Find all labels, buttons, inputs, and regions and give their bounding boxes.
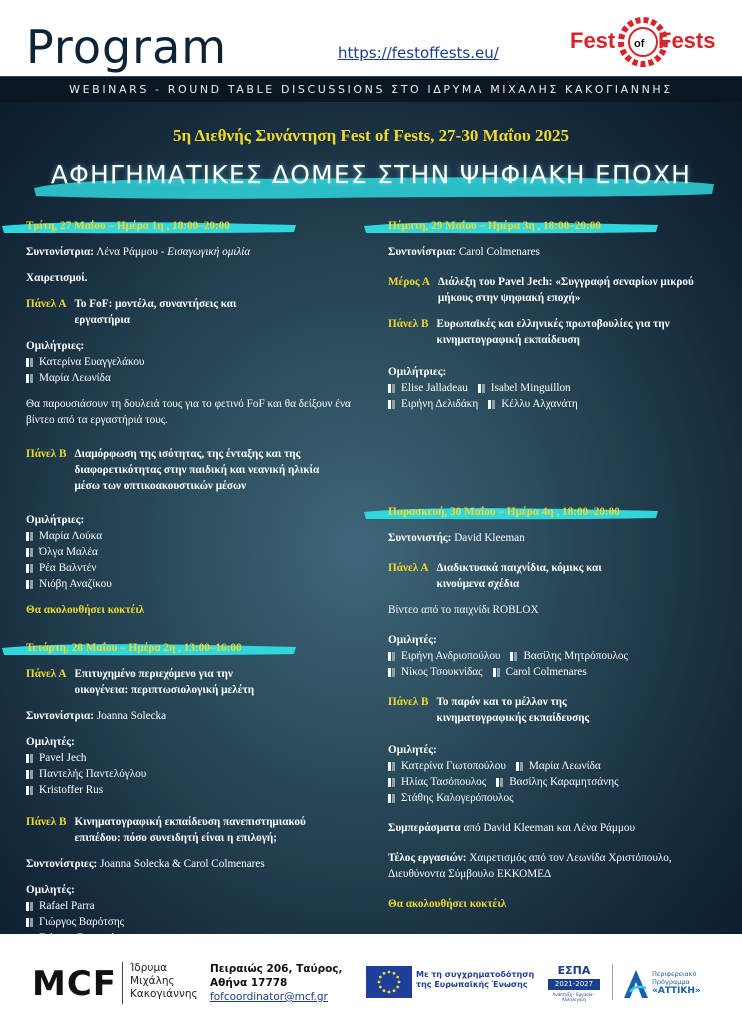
speaker-name: Isabel Minguillon: [490, 382, 571, 394]
fest-of-fests-logo: [566, 14, 720, 72]
logo-text-left: Fest: [570, 28, 616, 53]
espa-logo: [546, 964, 602, 1002]
speaker: [26, 576, 356, 592]
bullet-icon: [26, 564, 33, 573]
bullet-icon: [26, 786, 33, 795]
day1-heading: [26, 218, 356, 238]
event-line: 5η Διεθνής Συνάντηση Fest of Fests, 27-30 Μαΐου 2025: [173, 126, 569, 145]
subtitle: WEBINARS - ROUND TABLE DISCUSSIONS ΣΤΟ ΙΔΡΥΜΑ ΜΙΧΑΛΗΣ ΚΑΚΟΓΙΑΝΝΗΣ: [69, 83, 673, 96]
speaker: [388, 380, 468, 396]
bullet-icon: [388, 762, 395, 771]
panel-tag: Πάνελ Α: [26, 298, 67, 310]
speaker-name: Ειρήνη Ανδριοπούλου: [401, 650, 501, 662]
bullet-icon: [388, 794, 395, 803]
foundation-line: Κακογιάννης: [130, 988, 198, 1000]
speaker: [26, 914, 356, 930]
bullet-icon: [26, 532, 33, 541]
moderator-name: Joanna Solecka: [96, 710, 167, 722]
day4-moderator: [388, 530, 718, 546]
bullet-icon: [496, 778, 503, 787]
panel-tag: Πάνελ Β: [388, 696, 429, 708]
bullet-icon: [516, 762, 523, 771]
speaker: [510, 648, 627, 664]
panel-text: Ευρωπαϊκές και ελληνικές πρωτοβουλίες για την κινηματογραφική εκπαίδευση: [436, 318, 670, 346]
panel-text: Διάλεξη του Pavel Jech: «Συγγραφή σεναρίων μικρού μήκους στην ψηφιακή εποχή»: [437, 276, 694, 304]
bullet-icon: [26, 358, 33, 367]
foundation-line: Μιχάλης: [130, 975, 175, 987]
speakers-label: Ομιλητές:: [26, 884, 75, 896]
speaker: [26, 782, 356, 798]
day4-panel-a: [388, 560, 718, 592]
bullet-icon: [26, 770, 33, 779]
speaker-name: Κατερίνα Ευαγγελάκου: [39, 356, 145, 368]
espa-subtitle: Ανάπτυξη - Εργασία - Αλληλεγγύη: [552, 992, 596, 1002]
speaker-name: Elise Jalladeau: [401, 382, 468, 394]
footer-divider: [612, 964, 613, 1000]
closing-text: Χαιρετισμός από τον Λεωνίδα Χριστόπουλο, Διευθύνοντα Σύμβουλο ΕΚΚΟΜΕΔ: [388, 852, 672, 880]
bullet-icon: [26, 580, 33, 589]
day4-speakers-b: [388, 742, 718, 806]
website-link[interactable]: https://festoffests.eu/: [338, 44, 499, 62]
speaker-pair: [388, 774, 718, 790]
closing-label: Τέλος εργασιών:: [388, 852, 467, 864]
address-line: Αθήνα 17778: [210, 977, 288, 989]
foundation-line: Ίδρυμα: [130, 962, 168, 974]
moderator-label: Συντονίστρια:: [26, 710, 95, 722]
speaker-pair: [388, 648, 718, 664]
speaker: [478, 380, 571, 396]
speaker-name: Βασίλης Μητρόπουλος: [523, 650, 628, 662]
speakers-label: Ομιλήτριες:: [26, 340, 85, 352]
bullet-icon: [388, 384, 395, 393]
panel-tag: Πάνελ Α: [26, 668, 67, 680]
speaker: [388, 774, 486, 790]
panel-text: Κινηματογραφική εκπαίδευση πανεπιστημιακού επιπέδου: πόσο συνειδητή είναι η επιλογή;: [74, 816, 306, 844]
footer: [0, 934, 742, 1024]
panel-tag: Πάνελ Α: [388, 562, 429, 574]
day2-panel-a: [26, 666, 356, 698]
speaker-name: Βασίλης Καραμητσάνης: [509, 776, 619, 788]
panel-tag: Πάνελ Β: [388, 318, 429, 330]
day3-panel-b: [388, 316, 718, 348]
speakers-label: Ομιλητές:: [388, 634, 437, 646]
bullet-icon: [510, 652, 517, 661]
eu-cofunding-text: [416, 970, 534, 990]
page-title: Program: [26, 20, 228, 74]
panel-text: Διαμόρφωση της ισότητας, της ένταξης και της διαφορετικότητας στην παιδική και νεανική ηλικία μέσω των οπτικοακουστικών μέσων: [74, 448, 320, 492]
speaker-name: Ρέα Βαλντέν: [39, 562, 97, 574]
day4-video-note: Βίντεο από το παιχνίδι ROBLOX: [388, 604, 539, 616]
moderator-name: David Kleeman: [454, 532, 525, 544]
speaker-name: Κέλλυ Αλχανάτη: [501, 398, 578, 410]
moderator-name: Joanna Solecka & Carol Colmenares: [100, 858, 265, 870]
moderator-name: Carol Colmenares: [458, 246, 540, 258]
moderator-label: Συντονιστής:: [388, 532, 452, 544]
attiki-region-logo: [622, 964, 722, 1004]
day4-cocktail: Θα ακολουθήσει κοκτέιλ: [388, 898, 507, 910]
speaker: [26, 898, 356, 914]
day1-panel-b: [26, 446, 356, 494]
speaker-name: Γιώργος Βαρότσης: [39, 916, 125, 928]
foundation-name: [130, 962, 198, 1001]
speaker-name: Pavel Jech: [39, 752, 87, 764]
speaker-pair: [388, 790, 718, 806]
day1-moderator: [26, 244, 356, 260]
eu-text-line: Με τη συγχρηματοδότηση: [416, 970, 535, 979]
day2-panel-b: [26, 814, 356, 846]
speaker-pair: [388, 758, 718, 774]
eu-text-line: της Ευρωπαϊκής Ένωσης: [416, 980, 528, 989]
speaker-name: Ειρήνη Δελιδάκη: [401, 398, 479, 410]
panel-text: Επιτυχημένο περιεχόμενο για την οικογένεια: περιπτωσιολογική μελέτη: [74, 668, 255, 696]
day1-panel-a-description: Θα παρουσιάσουν τη δουλειά τους για το φετινό FoF και θα δείξουν ένα βίντεο από τα εργαστήριά τους.: [26, 398, 351, 426]
day3-moderator: [388, 244, 718, 260]
day2-moderator-b: [26, 856, 356, 872]
speaker-name: Μαρία Λούκα: [39, 530, 103, 542]
speaker: [26, 750, 356, 766]
attiki-text-line: Περιφερειακό: [652, 970, 697, 978]
speaker-name: Νίκος Τσουκνίδας: [401, 666, 483, 678]
mcf-logo: MCF: [32, 964, 118, 1004]
day2-heading-text: Τετάρτη, 28 Μαΐου – Ημέρα 2η , 13:00–16:00: [26, 642, 242, 654]
bullet-icon: [388, 668, 395, 677]
bullet-icon: [26, 902, 33, 911]
day1-heading-text: Τρίτη, 27 Μαΐου – Ημέρα 1η , 18:00–20:00: [26, 220, 230, 232]
panel-text: To FoF: μοντέλα, συναντήσεις και εργαστήρια: [74, 298, 237, 326]
speaker-name: Ηλίας Τασόπουλος: [401, 776, 487, 788]
speakers-label: Ομιλήτριες:: [388, 366, 447, 378]
speaker: [388, 758, 506, 774]
main-title: ΑΦΗΓΗΜΑΤΙΚΕΣ ΔΟΜΕΣ ΣΤΗΝ ΨΗΦΙΑΚΗ ΕΠΟΧΗ: [50, 160, 692, 189]
header: [0, 0, 742, 76]
speaker-name: Μαρία Λεωνίδα: [528, 760, 601, 772]
moderator-label: Συντονίστριες:: [26, 858, 98, 870]
panel-text: Το παρόν και το μέλλον της κινηματογραφικής εκπαίδευσης: [436, 696, 590, 724]
footer-divider: [122, 962, 123, 1004]
bullet-icon: [26, 374, 33, 383]
speaker: [388, 790, 514, 806]
bullet-icon: [26, 754, 33, 763]
speaker-pair: [388, 664, 718, 680]
day4-speakers-a: [388, 632, 718, 680]
speaker-name: Όλγα Μαλέα: [39, 546, 98, 558]
speakers-label: Ομιλητές:: [388, 744, 437, 756]
speaker: [516, 758, 601, 774]
speaker-name: Στάθης Καλογερόπουλος: [401, 792, 514, 804]
speaker: [26, 528, 356, 544]
speaker-name: Kristoffer Rus: [39, 784, 104, 796]
address-line: Πειραιώς 206, Ταύρος,: [210, 963, 343, 975]
day4-closing: [388, 850, 718, 882]
speaker: [388, 648, 500, 664]
speaker: [26, 766, 356, 782]
speaker: [493, 664, 587, 680]
day1-speakers-b: [26, 512, 356, 592]
logo-text-right: Fests: [658, 28, 716, 53]
bullet-icon: [26, 548, 33, 557]
panel-tag: Πάνελ Β: [26, 816, 67, 828]
day4-heading: [388, 504, 718, 524]
program-panel: [0, 76, 742, 934]
speakers-label: Ομιλήτριες:: [26, 514, 85, 526]
logo-text-middle: of: [634, 38, 645, 50]
attiki-program-text: [652, 970, 696, 986]
attiki-icon: [622, 966, 650, 1002]
speaker-name: Carol Colmenares: [505, 666, 587, 678]
speaker: [488, 396, 578, 412]
moderator-note: Εισαγωγική ομιλία: [167, 246, 251, 258]
day3-speakers: [388, 364, 718, 412]
bullet-icon: [488, 400, 495, 409]
panel-text: Διαδικτυακά παιχνίδια, κόμικς και κινούμενα σχέδια: [436, 562, 602, 590]
eu-flag-icon: [366, 966, 412, 998]
bullet-icon: [26, 918, 33, 927]
email-link[interactable]: fofcoordinator@mcf.gr: [210, 991, 328, 1003]
bullet-icon: [388, 778, 395, 787]
speaker-name: Rafael Parra: [39, 900, 95, 912]
day3-heading-text: Πέμπτη, 29 Μαΐου – Ημέρα 3η , 18:00–20:00: [388, 220, 601, 232]
day4-heading-text: Παρασκευή, 30 Μαΐου – Ημέρα 4η , 18:00–20:00: [388, 506, 620, 518]
day2-speakers-a: [26, 734, 356, 798]
address: [210, 962, 343, 1004]
day3-heading: [388, 218, 718, 238]
bullet-icon: [478, 384, 485, 393]
speaker: [26, 560, 356, 576]
day4-panel-b: [388, 694, 718, 726]
speaker-pair: [388, 380, 718, 396]
subtitle-bar: [0, 76, 742, 102]
day3-part-a: [388, 274, 718, 306]
day2-heading: [26, 640, 356, 660]
day1-greeting: Χαιρετισμοί.: [26, 272, 88, 284]
speaker-name: Παντελής Παντελόγλου: [39, 768, 147, 780]
speaker: [26, 370, 356, 386]
conclusions-label: Συμπεράσματα: [388, 822, 461, 834]
moderator-label: Συντονίστρια:: [26, 246, 95, 258]
speaker: [26, 544, 356, 560]
day4-conclusions: [388, 820, 718, 836]
speaker: [26, 354, 356, 370]
speaker-name: Κατερίνα Γιωτοπούλου: [401, 760, 506, 772]
speakers-label: Ομιλητές:: [26, 736, 75, 748]
day1-speakers-a: [26, 338, 356, 386]
speaker-name: Νιόβη Αναζίκου: [39, 578, 112, 590]
moderator-name: Λένα Ράμμου -: [96, 246, 165, 258]
attiki-text-line: Πρόγραμμα: [652, 978, 690, 986]
speaker: [388, 664, 483, 680]
bullet-icon: [493, 668, 500, 677]
speaker: [496, 774, 618, 790]
attiki-name: «ΑΤΤΙΚΗ»: [652, 986, 701, 996]
espa-years: 2021-2027: [548, 979, 600, 990]
panel-tag: Πάνελ Β: [26, 448, 67, 460]
day1-closing: Θα ακολουθήσει κοκτέιλ: [26, 604, 145, 616]
day2-moderator-a: [26, 708, 356, 724]
espa-title: ΕΣΠΑ: [557, 964, 591, 977]
speaker-pair: [388, 396, 718, 412]
speaker-name: Μαρία Λεωνίδα: [39, 372, 111, 384]
moderator-label: Συντονίστρια:: [388, 246, 457, 258]
bullet-icon: [388, 652, 395, 661]
left-column: [26, 218, 356, 972]
panel-tag: Μέρος Α: [388, 276, 430, 288]
speaker: [388, 396, 478, 412]
day1-panel-a: [26, 296, 356, 328]
bullet-icon: [388, 400, 395, 409]
conclusions-text: από David Kleeman και Λένα Ράμμου: [463, 822, 636, 834]
right-column: [388, 218, 718, 912]
